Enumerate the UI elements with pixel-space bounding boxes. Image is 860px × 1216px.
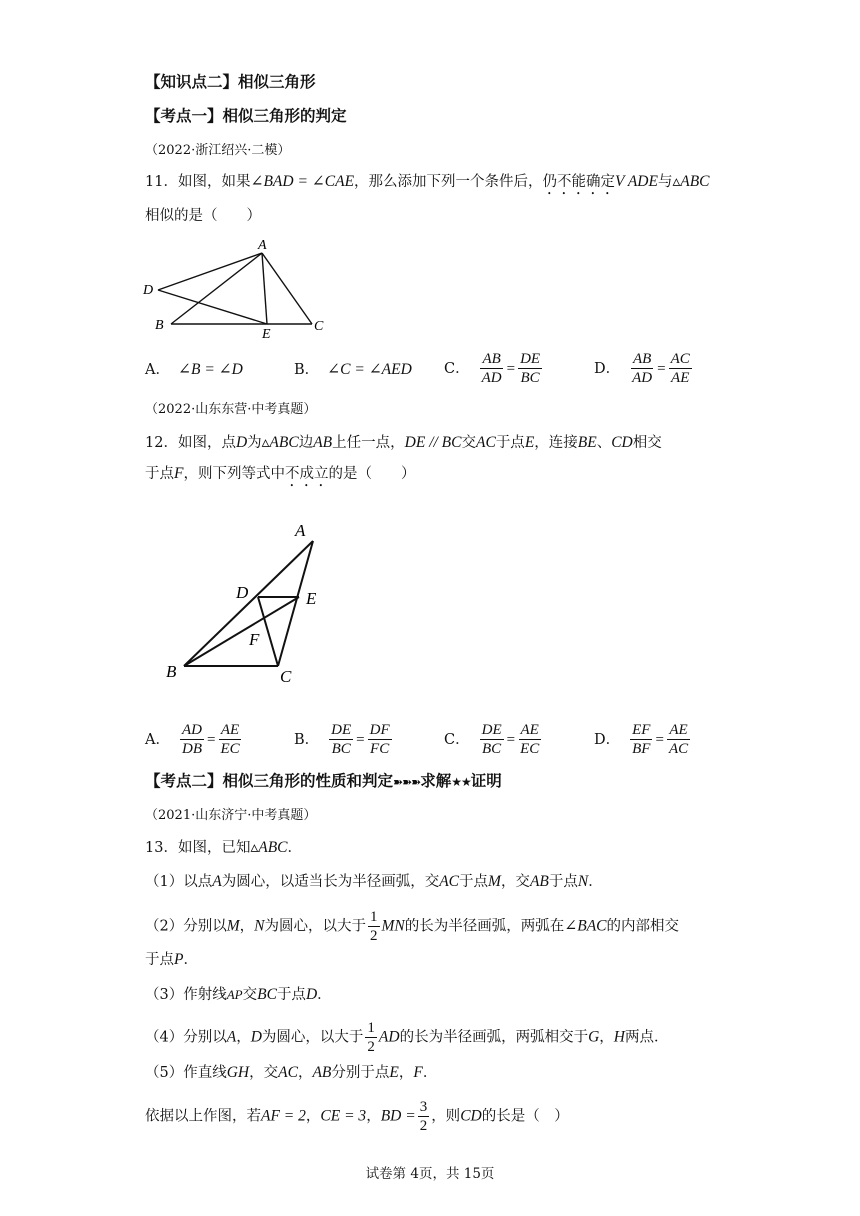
arrow-icon: ➽➽➽ [393,775,421,789]
q12-stem-line1: 12．如图，点D为▵ABC边AB上任一点，DE // BC交AC于点E，连接BE、CD相交 [145,434,662,451]
q12-option-c[interactable]: C． $\frac{DE}{BC}$ = $\frac{AE}{EC}$ [444,722,540,757]
option-letter: C． [444,731,470,748]
q12-figure [160,514,340,690]
q11-text-a: 11．如图，如果 [145,174,251,190]
option-letter: B． [294,731,320,748]
page-footer: 试卷第 4页，共 15页 [365,1166,495,1182]
q13-step-4: （4）分别以A，D为圆心，以大于 $\frac{1}{2}$ AD的长为半径画弧，两弧相交于G，H两点． [145,1020,669,1055]
fraction: $\frac{DE}{BC}$ [520,351,541,386]
q11-label-b: B [155,318,164,333]
q12-stem-line2: 于点F，则下列等式中不成立的是（ ） [145,465,416,482]
q11-text-b: ，那么添加下列一个条件后， [354,174,543,190]
q13-step-2: （2）分别以M，N为圆心，以大于 $\frac{1}{2}$ MN的长为半径画弧，两弧在∠BAC的内部相交 [145,909,680,944]
q11-stem-line2: 相似的是（ ） [145,208,261,224]
q11-option-c[interactable]: C． $\frac{AB}{AD}$ = $\frac{DE}{BC}$ [444,351,541,386]
q12-label-b: B [166,662,177,681]
q11-option-a[interactable] [145,360,243,380]
q12-option-a[interactable]: A． $\frac{AD}{DB}$ = $\frac{AE}{EC}$ [145,722,240,757]
q12-source: （2022·山东东营·中考真题） [145,402,317,417]
option-letter: C． [444,360,470,377]
star-icon: ★★ [451,775,471,789]
q11-stem-line1 [145,172,710,198]
q11-condition: ∠BAD = ∠CAE [250,173,355,190]
fraction: $\frac{AE}{EC}$ [520,722,540,757]
q13-step-3: （3）作射线AP交BC于点D． [145,986,332,1003]
q11-label-e: E [262,327,271,342]
fraction: $\frac{AE}{AC}$ [668,722,689,757]
option-letter: D． [594,731,621,748]
section-heading-point-two: 【考点二】相似三角形的性质和判定➽➽➽求解★★证明 [145,772,502,790]
section-heading-point-one: 【考点一】相似三角形的判定 [145,107,347,125]
q13-source: （2021·山东济宁·中考真题） [145,808,317,823]
fraction: $\frac{AB}{AD}$ [481,351,502,386]
q11-text-c: 与 [657,174,673,190]
fraction: $\frac{AD}{DB}$ [181,722,202,757]
q11-triangle-ade: V ADE [615,173,658,190]
fraction: $\frac{DE}{BC}$ [481,722,502,757]
q11-label-d: D [143,283,154,298]
option-text: ∠C = ∠AED [327,361,412,378]
option-letter: B． [294,362,320,378]
option-text: ∠B = ∠D [177,361,243,378]
q13-stem: 13．如图，已知▵ABC． [145,839,303,856]
option-letter: D． [594,360,621,377]
fraction: $\frac{AE}{EC}$ [220,722,240,757]
fraction: $\frac{EF}{BF}$ [632,722,651,757]
q11-label-c: C [314,319,324,334]
fraction: $\frac{1}{2}$ [367,1020,375,1055]
q13-step-5: （5）作直线GH，交AC，AB分别于点E，F． [145,1064,438,1081]
q12-option-d[interactable]: D． $\frac{EF}{BF}$ = $\frac{AE}{AC}$ [594,722,689,757]
q12-option-b[interactable]: B． $\frac{DE}{BC}$ = $\frac{DF}{FC}$ [294,722,390,757]
q12-emphasis: 不成立 [284,466,329,482]
q12-label-a: A [295,521,306,540]
q13-question: 依据以上作图，若AF = 2，CE = 3，BD = $\frac{3}{2}$ ，则CD的长是（ ） [145,1099,569,1134]
q11-option-b[interactable] [294,360,412,380]
q12-label-f: F [249,630,260,649]
fraction: $\frac{DF}{FC}$ [369,722,390,757]
fraction: $\frac{AC}{AE}$ [670,351,690,386]
q11-emphasis: 仍不能确定 [542,174,616,190]
section-heading-knowledge: 【知识点二】相似三角形 [145,73,316,91]
q12-label-d: D [236,583,249,602]
q11-triangle-abc: ▵ABC [672,173,710,190]
q11-source: （2022·浙江绍兴·二模） [145,143,291,158]
fraction: $\frac{AB}{AD}$ [632,351,653,386]
fraction: $\frac{3}{2}$ [419,1099,428,1134]
fraction: $\frac{DE}{BC}$ [331,722,352,757]
q11-label-a: A [258,238,267,253]
q12-label-c: C [280,667,292,686]
option-letter: A． [145,731,170,748]
option-letter: A． [145,362,170,378]
q13-step-1: （1）以点A为圆心，以适当长为半径画弧，交AC于点M，交AB于点N． [145,873,603,890]
q12-label-e: E [306,589,317,608]
q13-step-2-cont: 于点P． [145,951,198,968]
fraction: $\frac{1}{2}$ [370,909,378,944]
q11-option-d[interactable]: D． $\frac{AB}{AD}$ = $\frac{AC}{AE}$ [594,351,690,386]
q11-figure [138,234,338,344]
